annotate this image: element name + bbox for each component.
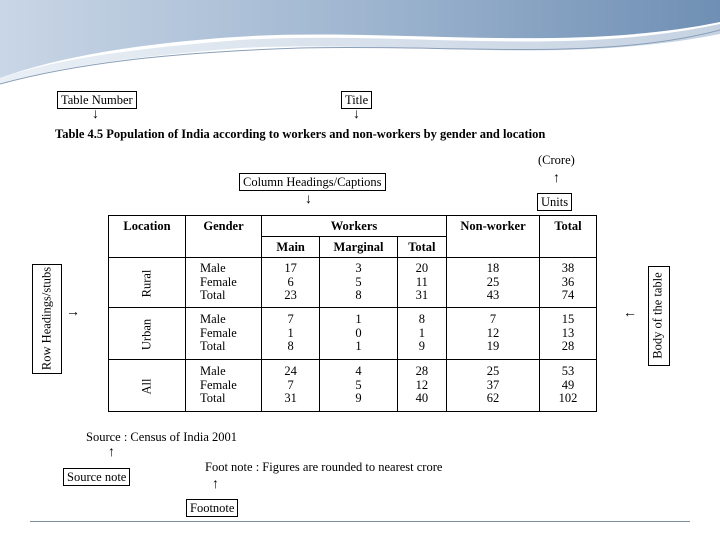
value: 9 bbox=[418, 339, 425, 354]
source-text: Source : Census of India 2001 bbox=[86, 430, 238, 444]
value: 3 bbox=[355, 261, 362, 276]
marginal-cell bbox=[320, 258, 397, 308]
gender-label: Total bbox=[200, 391, 226, 406]
value: 18 bbox=[486, 261, 500, 276]
location-cell bbox=[109, 258, 186, 308]
value: 49 bbox=[561, 377, 575, 392]
marginal-cell bbox=[320, 360, 397, 412]
value: 43 bbox=[486, 288, 500, 303]
gender-label: Total bbox=[200, 288, 226, 303]
value: 5 bbox=[355, 274, 362, 289]
value: 7 bbox=[287, 377, 294, 392]
value: 8 bbox=[287, 339, 294, 354]
body-label: Body of the table bbox=[650, 272, 665, 359]
units-value: (Crore) bbox=[538, 153, 575, 167]
value: 0 bbox=[355, 325, 362, 340]
gender-cell bbox=[186, 258, 262, 308]
value: 15 bbox=[561, 312, 575, 327]
gender-label: Male bbox=[200, 364, 226, 379]
total-cell bbox=[540, 258, 597, 308]
header-location: Location bbox=[109, 216, 186, 258]
column-headings-label: Column Headings/Captions bbox=[239, 173, 386, 191]
main-cell bbox=[262, 258, 320, 308]
value: 12 bbox=[415, 377, 429, 392]
value: 1 bbox=[355, 312, 362, 327]
non-worker-cell bbox=[447, 258, 540, 308]
value: 23 bbox=[284, 288, 297, 303]
main-cell bbox=[262, 360, 320, 412]
gender-cell bbox=[186, 308, 262, 360]
value: 25 bbox=[486, 274, 500, 289]
table-row bbox=[109, 258, 597, 308]
value: 62 bbox=[486, 391, 500, 406]
value: 8 bbox=[418, 312, 425, 327]
population-table bbox=[108, 215, 597, 412]
table-number-label: Table Number bbox=[57, 91, 137, 109]
value: 17 bbox=[284, 261, 297, 276]
footer-divider bbox=[30, 521, 690, 522]
arrow-up-icon: ↑ bbox=[553, 171, 560, 186]
arrow-right-icon: → bbox=[66, 305, 80, 320]
value: 37 bbox=[486, 377, 500, 392]
gender-cell bbox=[186, 360, 262, 412]
value: 31 bbox=[415, 288, 429, 303]
value: 25 bbox=[486, 364, 500, 379]
total-cell bbox=[540, 308, 597, 360]
row-headings-label-box bbox=[32, 264, 62, 374]
value: 5 bbox=[355, 377, 362, 392]
marginal-cell bbox=[320, 308, 397, 360]
value: 40 bbox=[415, 391, 429, 406]
arrow-down-icon: ↓ bbox=[353, 107, 360, 122]
value: 19 bbox=[486, 339, 500, 354]
value: 4 bbox=[355, 364, 362, 379]
location-cell bbox=[109, 360, 186, 412]
gender-label: Male bbox=[200, 312, 226, 327]
value: 36 bbox=[561, 274, 575, 289]
value: 12 bbox=[486, 325, 500, 340]
value: 6 bbox=[287, 274, 294, 289]
location-label: Urban bbox=[139, 318, 154, 351]
value: 53 bbox=[561, 364, 575, 379]
gender-label: Male bbox=[200, 261, 226, 276]
row-headings-label: Row Headings/stubs bbox=[39, 266, 54, 371]
table-row bbox=[109, 308, 597, 360]
units-label: Units bbox=[537, 193, 572, 211]
non-worker-cell bbox=[447, 360, 540, 412]
workers-total-cell bbox=[397, 308, 446, 360]
value: 31 bbox=[284, 391, 297, 406]
location-cell bbox=[109, 308, 186, 360]
header-swoosh-decoration bbox=[0, 0, 720, 90]
footnote-label: Footnote bbox=[186, 499, 238, 517]
gender-label: Female bbox=[200, 274, 237, 289]
value: 24 bbox=[284, 364, 297, 379]
gender-label: Total bbox=[200, 339, 226, 354]
total-cell bbox=[540, 360, 597, 412]
header-main: Main bbox=[262, 237, 320, 258]
value: 1 bbox=[355, 339, 362, 354]
header-workers: Workers bbox=[262, 216, 447, 237]
location-label: All bbox=[139, 378, 154, 395]
body-label-box bbox=[648, 266, 670, 366]
value: 28 bbox=[561, 339, 575, 354]
value: 38 bbox=[561, 261, 575, 276]
arrow-up-icon: ↑ bbox=[212, 477, 219, 492]
value: 74 bbox=[561, 288, 575, 303]
arrow-down-icon: ↓ bbox=[305, 192, 312, 207]
value: 1 bbox=[287, 325, 294, 340]
location-label: Rural bbox=[139, 269, 154, 298]
value: 13 bbox=[561, 325, 575, 340]
value: 7 bbox=[489, 312, 497, 327]
header-non-worker: Non-worker bbox=[447, 216, 540, 258]
gender-label: Female bbox=[200, 377, 237, 392]
header-gender: Gender bbox=[186, 216, 262, 258]
main-cell bbox=[262, 308, 320, 360]
value: 7 bbox=[287, 312, 294, 327]
arrow-down-icon: ↓ bbox=[92, 107, 99, 122]
value: 28 bbox=[415, 364, 429, 379]
source-note-label: Source note bbox=[63, 468, 130, 486]
value: 8 bbox=[355, 288, 362, 303]
header-workers-total: Total bbox=[397, 237, 446, 258]
table-row bbox=[109, 360, 597, 412]
title-label: Title bbox=[341, 91, 372, 109]
value: 11 bbox=[415, 274, 428, 289]
value: 102 bbox=[558, 391, 578, 406]
value: 1 bbox=[418, 325, 425, 340]
value: 20 bbox=[415, 261, 429, 276]
non-worker-cell bbox=[447, 308, 540, 360]
footnote-text: Foot note : Figures are rounded to nearest crore bbox=[205, 460, 443, 474]
value: 9 bbox=[355, 391, 362, 406]
gender-label: Female bbox=[200, 325, 237, 340]
workers-total-cell bbox=[397, 360, 446, 412]
workers-total-cell bbox=[397, 258, 446, 308]
arrow-up-icon: ↑ bbox=[108, 445, 115, 460]
header-total: Total bbox=[540, 216, 597, 258]
table-title: Table 4.5 Population of India according to workers and non-workers by gender and location bbox=[55, 127, 546, 141]
header-marginal: Marginal bbox=[320, 237, 397, 258]
arrow-left-icon: ← bbox=[623, 306, 637, 321]
